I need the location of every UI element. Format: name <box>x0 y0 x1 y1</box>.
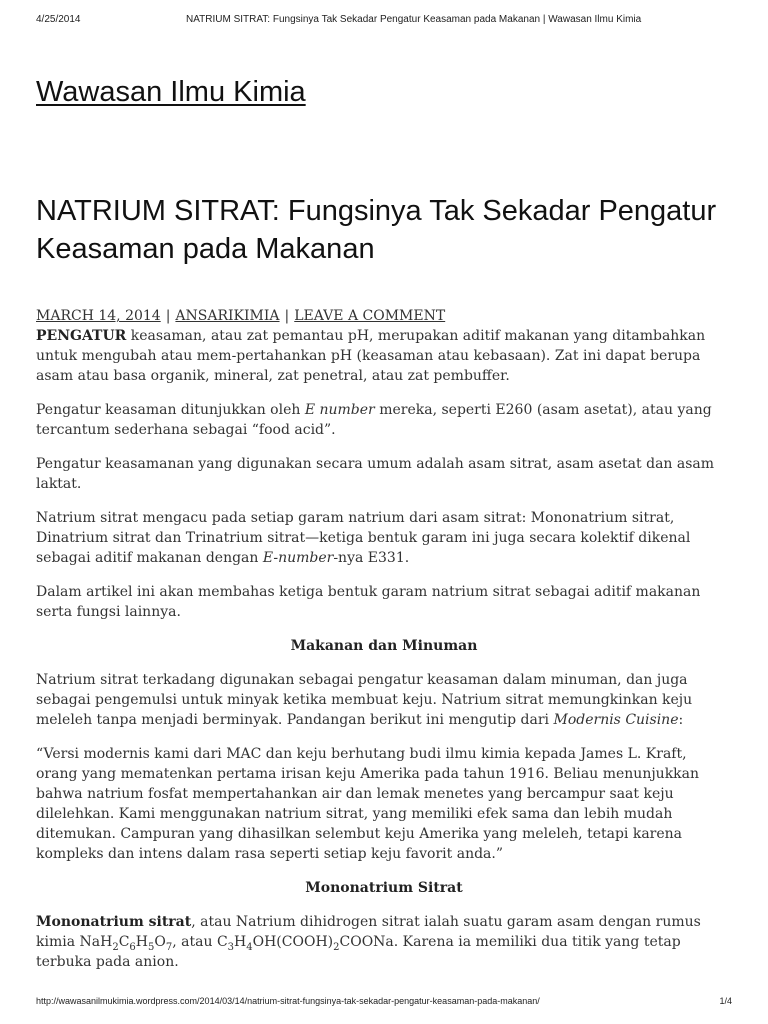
page-number: 1/4 <box>719 996 732 1006</box>
print-url: http://wawasanilmukimia.wordpress.com/2014/03/14/natrium-sitrat-fungsinya-tak-sekadar-pengatur-keasaman-pada-makanan/ <box>36 996 540 1006</box>
print-date: 4/25/2014 <box>36 14 81 25</box>
heading-mononatrium-sitrat: Mononatrium Sitrat <box>305 880 463 896</box>
chemical-formula: $C_3H_4OH(COOH)_2COONa$ <box>216 934 394 953</box>
paragraph-intro: PENGATUR keasaman, atau zat pemantau pH, merupakan aditif makanan yang ditambahkan untuk mengubah atau mem-pertahankan pH (keasaman atau kebasaan). Zat ini dapat berupa asam atau basa organik, mineral, zat penetral, atau zat pembuffer. <box>36 328 706 384</box>
post-meta <box>36 306 732 326</box>
quote-paragraph: “Versi modernis kami dari MAC dan keju berhutang budi ilmu kimia kepada James L. Kraft, orang yang mematenkan pertama irisan keju Amerika pada tahun 1916. Beliau menunjukkan bahwa natrium fosfat mempertahankan air dan lemak menetes yang bercampur saat keju dilelehkan. Kami menggunakan natrium sitrat, yang memiliki efek sama dan lebih mudah ditemukan. Campuran yang dihasilkan selembut keju Amerika yang meleleh, tetapi karena kompleks dan intens dalam rasa seperti setiap keju favorit anda.” <box>36 746 700 862</box>
paragraph-common: Pengatur keasamanan yang digunakan secara umum adalah asam sitrat, asam asetat dan asam laktat. <box>36 456 715 492</box>
heading-makanan-minuman: Makanan dan Minuman <box>290 638 478 654</box>
chemical-formula: $NaH_2C_6H_5O_7$ <box>79 934 173 953</box>
print-page-title: NATRIUM SITRAT: Fungsinya Tak Sekadar Pengatur Keasaman pada Makanan | Wawasan Ilmu Kimia <box>186 14 642 25</box>
paragraph-natrium-sitrat: Natrium sitrat mengacu pada setiap garam natrium dari asam sitrat: Mononatrium sitrat, Dinatrium sitrat dan Trinatrium sitrat—ketiga bentuk garam ini juga secara kolektif dikenal sebagai aditif makanan dengan E-number-nya E331. <box>36 510 691 566</box>
paragraph-article-scope: Dalam artikel ini akan membahas ketiga bentuk garam natrium sitrat sebagai aditif makanan serta fungsi lainnya. <box>36 584 701 620</box>
meta-separator: | <box>284 308 290 324</box>
leave-comment-link[interactable]: LEAVE A COMMENT <box>294 308 446 324</box>
post-title: NATRIUM SITRAT: Fungsinya Tak Sekadar Pengatur Keasaman pada Makanan <box>36 195 717 265</box>
paragraph-e-number: Pengatur keasaman ditunjukkan oleh E number mereka, seperti E260 (asam asetat), atau yang tercantum sederhana sebagai “food acid”. <box>36 402 712 438</box>
paragraph-makanan: Natrium sitrat terkadang digunakan sebagai pengatur keasaman dalam minuman, dan juga sebagai pengemulsi untuk minyak ketika membuat keju. Natrium sitrat memungkinkan keju meleleh tanpa menjadi berminyak. Pandangan berikut ini mengutip dari Modernis Cuisine: <box>36 672 693 728</box>
post-content <box>36 306 732 986</box>
lead-word: PENGATUR <box>36 328 127 344</box>
post-date-link[interactable]: MARCH 14, 2014 <box>36 308 161 324</box>
author-link[interactable]: ANSARIKIMIA <box>175 308 280 324</box>
meta-separator: | <box>165 308 171 324</box>
paragraph-mononatrium: Mononatrium sitrat, atau Natrium dihidrogen sitrat ialah suatu garam asam dengan rumus kimia $NaH_2C_6H_5O_7$, atau $C_3H_4OH(COOH)_2COONa$. Karena ia memiliki dua titik yang tetap terbuka pada anion. <box>36 914 701 970</box>
site-title-link[interactable]: Wawasan Ilmu Kimia <box>36 76 306 108</box>
